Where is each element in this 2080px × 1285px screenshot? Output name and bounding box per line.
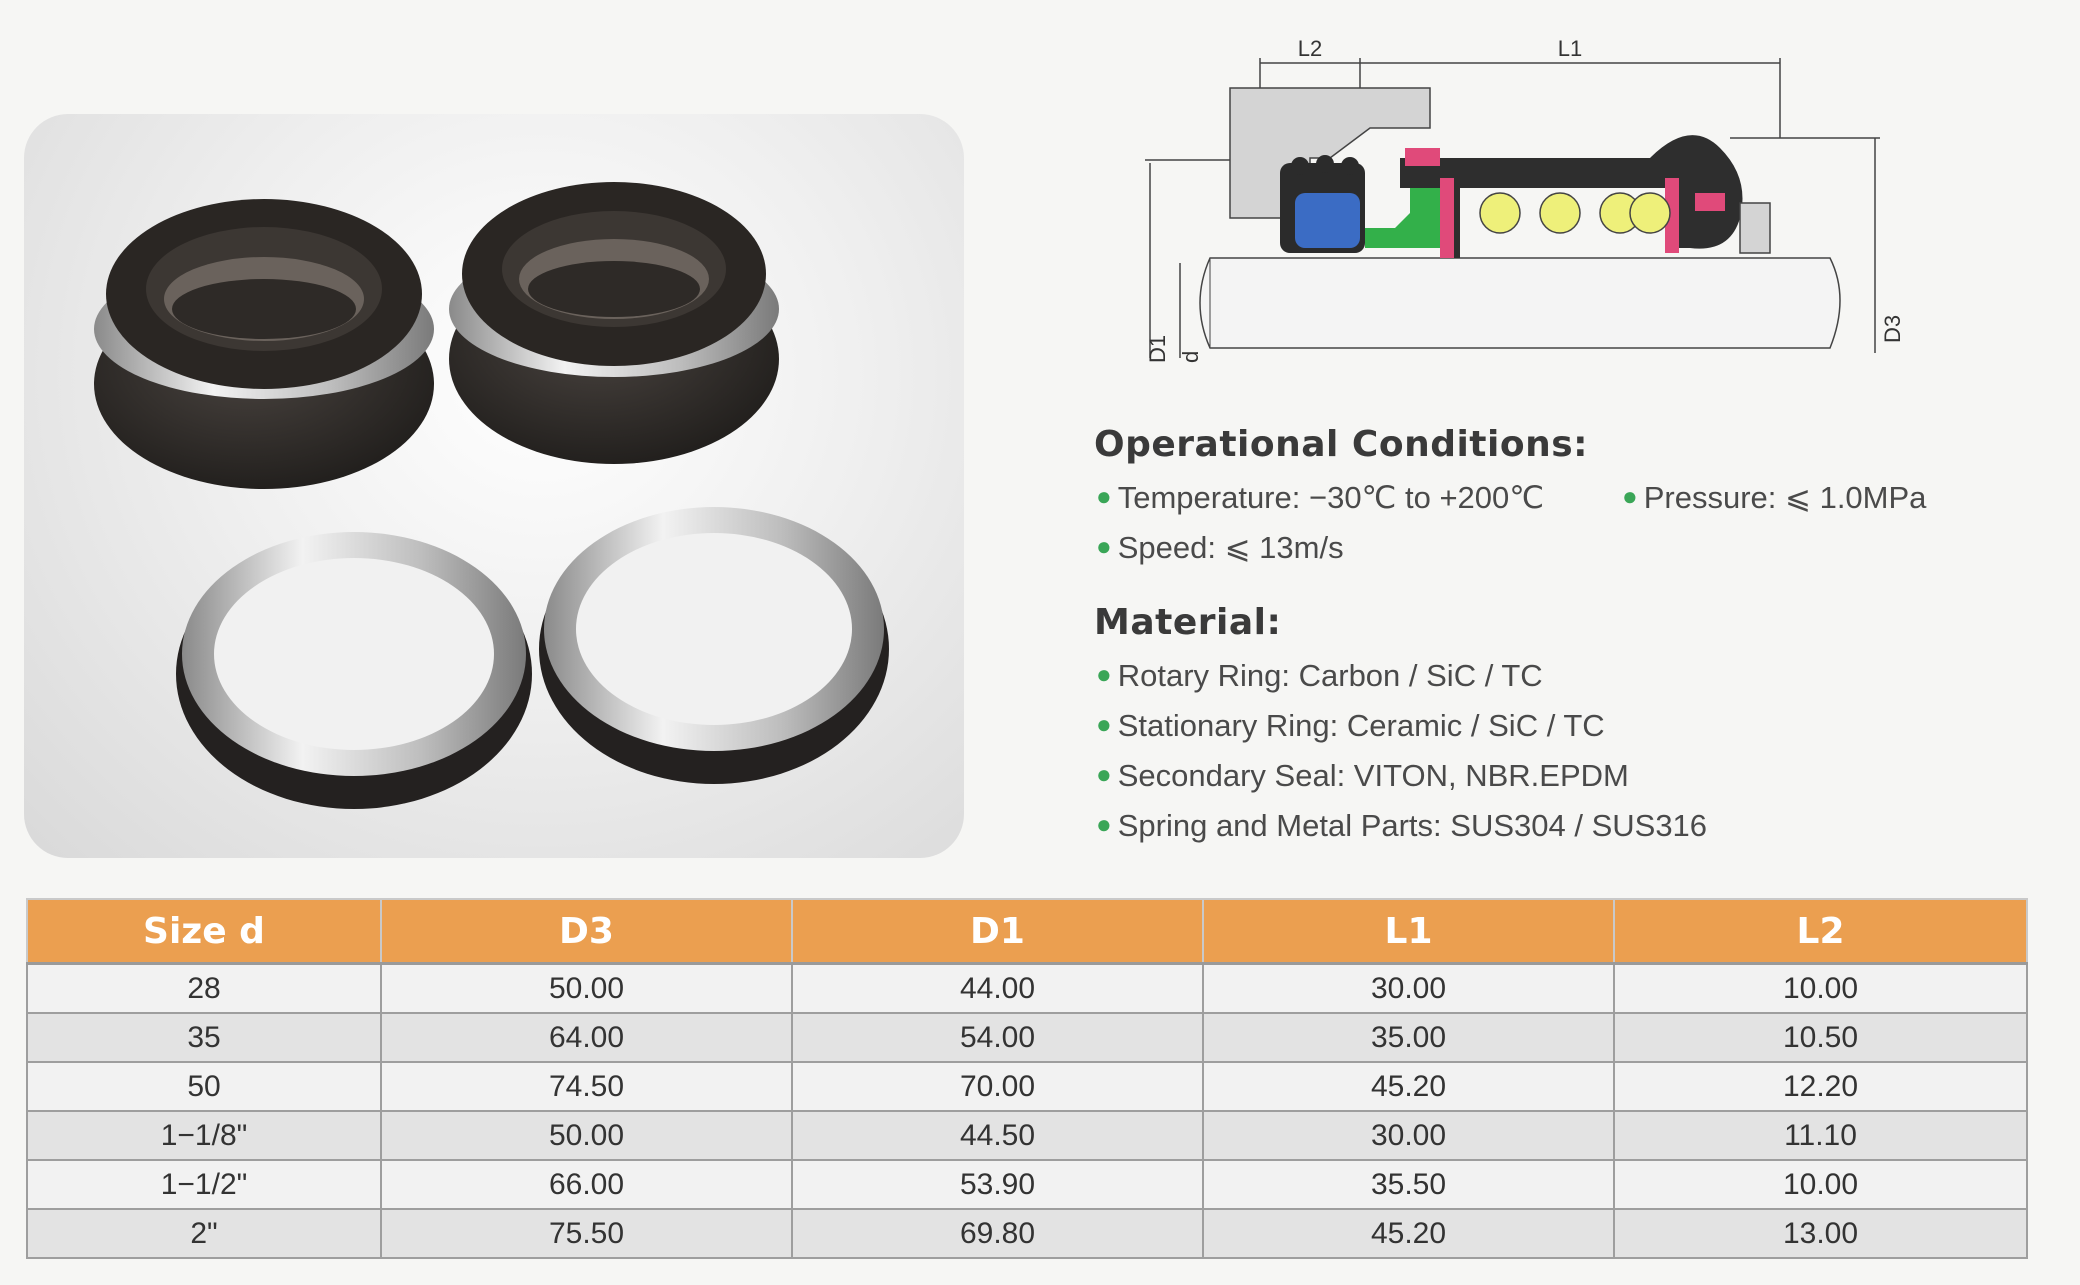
cross-section-diagram <box>1130 28 1930 378</box>
table-cell: 10.50 <box>1614 1013 2027 1062</box>
material-item <box>1096 758 1629 794</box>
table-cell: 35 <box>27 1013 381 1062</box>
speed-text: Speed: ⩽ 13m/s <box>1117 530 1344 565</box>
table-cell: 44.50 <box>792 1111 1203 1160</box>
table-cell: 50.00 <box>381 1111 792 1160</box>
table-cell: 69.80 <box>792 1209 1203 1258</box>
bullet-dot-icon: ● <box>1096 809 1112 839</box>
table-row <box>27 964 2027 1014</box>
temperature-text: Temperature: −30℃ to +200℃ <box>1117 480 1545 515</box>
material-item <box>1096 808 1707 844</box>
table-cell: 10.00 <box>1614 964 2027 1014</box>
operational-heading: Operational Conditions: <box>1094 424 1589 465</box>
table-cell: 64.00 <box>381 1013 792 1062</box>
size-spec-table <box>26 898 2028 1259</box>
table-cell: 45.20 <box>1203 1062 1614 1111</box>
table-cell: 50 <box>27 1062 381 1111</box>
label-l1: L1 <box>1557 36 1583 61</box>
temperature-item <box>1096 480 1544 516</box>
table-cell: 10.00 <box>1614 1160 2027 1209</box>
material-heading: Material: <box>1094 602 1282 643</box>
table-cell: 35.50 <box>1203 1160 1614 1209</box>
label-l2: L2 <box>1297 36 1323 61</box>
bullet-dot-icon: ● <box>1096 709 1112 739</box>
bullet-dot-icon: ● <box>1096 531 1112 561</box>
table-cell: 2" <box>27 1209 381 1258</box>
table-header-row <box>27 899 2027 964</box>
table-cell: 74.50 <box>381 1062 792 1111</box>
label-d1: D1 <box>1145 334 1170 363</box>
column-header: L1 <box>1203 899 1614 964</box>
bullet-dot-icon: ● <box>1096 759 1112 789</box>
table-cell: 50.00 <box>381 964 792 1014</box>
seal-section-drawing <box>1130 28 1930 378</box>
material-item-text: Spring and Metal Parts: SUS304 / SUS316 <box>1117 808 1708 843</box>
table-cell: 30.00 <box>1203 1111 1614 1160</box>
column-header: L2 <box>1614 899 2027 964</box>
table-cell: 70.00 <box>792 1062 1203 1111</box>
material-item <box>1096 658 1543 694</box>
material-item <box>1096 708 1605 744</box>
bullet-dot-icon: ● <box>1096 659 1112 689</box>
table-cell: 75.50 <box>381 1209 792 1258</box>
bullet-dot-icon: ● <box>1096 481 1112 511</box>
table-cell: 28 <box>27 964 381 1014</box>
table-cell: 13.00 <box>1614 1209 2027 1258</box>
left-seal-body <box>94 199 434 489</box>
table-cell: 1−1/8" <box>27 1111 381 1160</box>
label-d3: D3 <box>1880 314 1905 343</box>
mechanical-seal-photo <box>24 114 964 858</box>
right-seat-ring <box>539 507 889 784</box>
pressure-text: Pressure: ⩽ 1.0MPa <box>1643 480 1927 515</box>
material-item-text: Rotary Ring: Carbon / SiC / TC <box>1117 658 1543 693</box>
material-item-text: Stationary Ring: Ceramic / SiC / TC <box>1117 708 1605 743</box>
table-row <box>27 1062 2027 1111</box>
table-row <box>27 1111 2027 1160</box>
table-row <box>27 1013 2027 1062</box>
table-row <box>27 1160 2027 1209</box>
bullet-dot-icon: ● <box>1622 481 1638 511</box>
pressure-item <box>1622 480 1926 516</box>
table-cell: 53.90 <box>792 1160 1203 1209</box>
table-cell: 45.20 <box>1203 1209 1614 1258</box>
table-cell: 54.00 <box>792 1013 1203 1062</box>
column-header: D3 <box>381 899 792 964</box>
left-seat-ring <box>176 532 532 809</box>
table-cell: 30.00 <box>1203 964 1614 1014</box>
column-header: Size d <box>27 899 381 964</box>
table-cell: 66.00 <box>381 1160 792 1209</box>
label-d: d <box>1178 350 1203 363</box>
table-cell: 44.00 <box>792 964 1203 1014</box>
table-cell: 35.00 <box>1203 1013 1614 1062</box>
table-cell: 12.20 <box>1614 1062 2027 1111</box>
column-header: D1 <box>792 899 1203 964</box>
product-photo <box>24 114 964 858</box>
right-seal-body <box>449 182 779 464</box>
material-item-text: Secondary Seal: VITON, NBR.EPDM <box>1117 758 1629 793</box>
table-cell: 11.10 <box>1614 1111 2027 1160</box>
speed-item <box>1096 530 1344 566</box>
table-cell: 1−1/2" <box>27 1160 381 1209</box>
table-row <box>27 1209 2027 1258</box>
